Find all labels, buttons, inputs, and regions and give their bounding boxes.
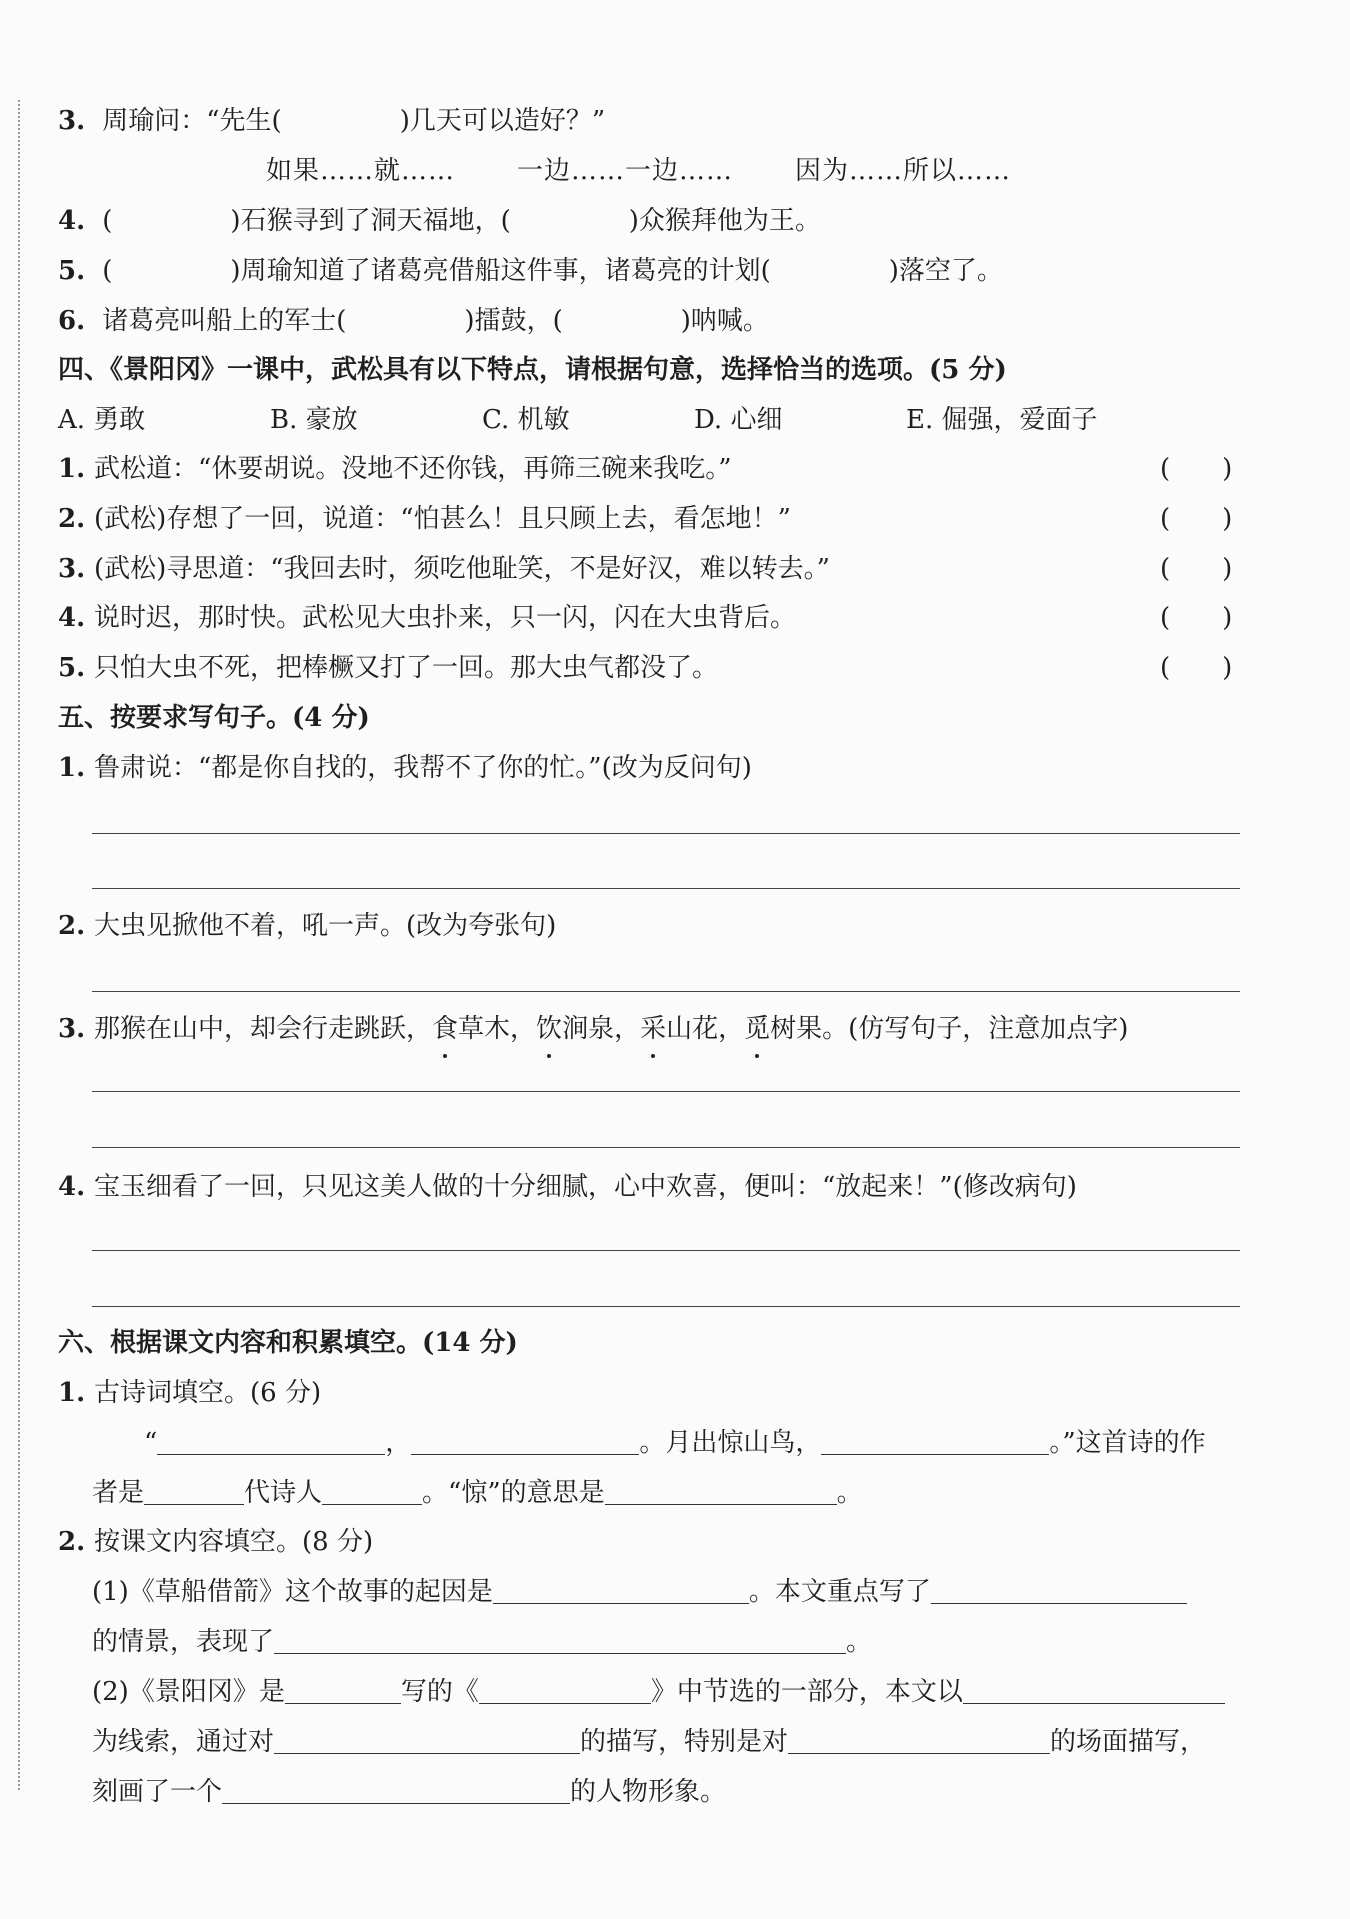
- item-text: 周瑜问：“先生(: [102, 106, 282, 136]
- item-text: 草木，: [458, 1014, 537, 1044]
- option-b: B. 豪放: [270, 405, 358, 435]
- answer-line[interactable]: [92, 1147, 1240, 1148]
- conjunction-option: 如果……就……: [266, 156, 456, 186]
- dotted-char: 采: [640, 1014, 667, 1044]
- item-text: 为线索，通过对: [92, 1727, 275, 1757]
- dotted-char: 觅: [744, 1014, 771, 1044]
- item-text: 写的《: [400, 1677, 479, 1707]
- fill-blank[interactable]: [788, 1726, 1050, 1754]
- item-number: 2.: [58, 911, 86, 941]
- section-5-title: 五、按要求写句子。(4 分): [58, 703, 370, 733]
- answer-paren[interactable]: ( ): [1160, 554, 1233, 584]
- item-text: 者是: [92, 1478, 145, 1508]
- binding-margin-line: [18, 100, 20, 1790]
- item-number: 1.: [58, 1378, 86, 1408]
- answer-paren[interactable]: ( ): [1160, 504, 1233, 534]
- section-4-item-1: [58, 452, 1238, 486]
- fill-blank[interactable]: [411, 1427, 639, 1455]
- item-text: 涧泉，: [562, 1014, 641, 1044]
- section-5-item-1: [58, 751, 1238, 785]
- section-4-title: 四、《景阳冈》一课中，武松具有以下特点，请根据句意，选择恰当的选项。(5 分): [58, 355, 1007, 385]
- item-text: 山花，: [666, 1014, 745, 1044]
- fill-line-p2c: [92, 1775, 1272, 1809]
- item-number: 3.: [58, 106, 86, 136]
- item-number: 1.: [58, 753, 86, 783]
- item-text: 古诗词填空。(6 分): [94, 1378, 322, 1408]
- item-text: 》中节选的一部分，本文以: [650, 1677, 963, 1707]
- option-a: A. 勇敢: [58, 405, 146, 435]
- section-5-item-4: [58, 1170, 1238, 1204]
- dotted-char: 食: [432, 1014, 459, 1044]
- poem-line-2: [92, 1476, 1272, 1510]
- item-text: )几天可以造好？”: [399, 106, 606, 136]
- option-d: D. 心细: [694, 405, 783, 435]
- fill-blank[interactable]: [963, 1676, 1225, 1704]
- section-4-item-2: [58, 502, 1238, 536]
- item-text: 。: [846, 1627, 873, 1657]
- item-text: 。”这首诗的作: [1049, 1428, 1206, 1458]
- item-text: 那猴在山中，却会行走跳跃，: [94, 1014, 433, 1044]
- item-number: 2.: [58, 504, 86, 534]
- item-text: 的场面描写，: [1050, 1727, 1207, 1757]
- section-4-item-4: [58, 601, 1238, 635]
- item-number: 1.: [58, 454, 86, 484]
- section-6-sub-2: [58, 1525, 1238, 1559]
- item-text: 武松道：“休要胡说。没地不还你钱，再筛三碗来我吃。”: [94, 454, 732, 484]
- item-number: 4.: [58, 1172, 86, 1202]
- fill-blank[interactable]: [285, 1676, 401, 1704]
- answer-paren[interactable]: ( ): [1160, 653, 1233, 683]
- item-text: )众猴拜他为王。: [628, 206, 821, 236]
- item-text: 说时迟，那时快。武松见大虫扑来，只一闪，闪在大虫背后。: [94, 603, 797, 633]
- item-number: 6.: [58, 306, 86, 336]
- item-number: 4.: [58, 206, 86, 236]
- conjunction-option: 因为……所以……: [795, 156, 1012, 186]
- answer-line[interactable]: [92, 991, 1240, 992]
- item-text: 。月出惊山鸟，: [639, 1428, 822, 1458]
- fill-blank[interactable]: [931, 1576, 1187, 1604]
- item-text: )呐喊。: [680, 306, 769, 336]
- answer-paren[interactable]: ( ): [1160, 603, 1233, 633]
- dotted-char: 饮: [536, 1014, 563, 1044]
- answer-line[interactable]: [92, 1091, 1240, 1092]
- item-text: 的描写，特别是对: [580, 1727, 789, 1757]
- item-text: (1)《草船借箭》这个故事的起因是: [92, 1577, 493, 1607]
- item-text: (2)《景阳冈》是: [92, 1677, 285, 1707]
- fill-blank[interactable]: [479, 1676, 651, 1704]
- answer-line[interactable]: [92, 888, 1240, 889]
- q3-item-5: [58, 254, 1238, 288]
- item-text: 。“惊”的意思是: [422, 1478, 605, 1508]
- fill-blank[interactable]: [144, 1477, 244, 1505]
- item-text: 的人物形象。: [570, 1777, 727, 1807]
- item-text: (武松)存想了一回，说道：“怕甚么！且只顾上去，看怎地！”: [94, 504, 791, 534]
- section-5-item-3: [58, 1012, 1238, 1046]
- q3-item-6: [58, 304, 1238, 338]
- item-number: 3.: [58, 1014, 86, 1044]
- item-text: (: [102, 256, 113, 286]
- item-text: 树果。(仿写句子，注意加点字): [770, 1014, 1129, 1044]
- item-text: 诸葛亮叫船上的军士(: [102, 306, 347, 336]
- item-text: 。: [836, 1478, 863, 1508]
- section-4-item-5: [58, 651, 1238, 685]
- fill-line-p1: [92, 1575, 1272, 1609]
- fill-line-p2: [92, 1675, 1272, 1709]
- item-text: 刻画了一个: [92, 1777, 223, 1807]
- quote-mark: “: [144, 1428, 158, 1458]
- item-text: 宝玉细看了一回，只见这美人做的十分细腻，心中欢喜，便叫：“放起来！”(修改病句): [94, 1172, 1077, 1202]
- q3-item-3: [58, 104, 1238, 138]
- option-e: E. 倔强，爱面子: [906, 405, 1098, 435]
- item-text: (武松)寻思道：“我回去时，须吃他耻笑，不是好汉，难以转去。”: [94, 554, 830, 584]
- fill-blank[interactable]: [222, 1776, 570, 1804]
- item-number: 2.: [58, 1527, 86, 1557]
- fill-blank[interactable]: [157, 1427, 385, 1455]
- answer-line[interactable]: [92, 1306, 1240, 1307]
- item-text: (: [102, 206, 113, 236]
- conjunction-options: [266, 154, 1350, 188]
- fill-blank[interactable]: [274, 1726, 580, 1754]
- item-text: 大虫见掀他不着，吼一声。(改为夸张句): [94, 911, 557, 941]
- q3-item-4: [58, 204, 1238, 238]
- item-text: 的情景，表现了: [92, 1627, 275, 1657]
- fill-blank[interactable]: [493, 1576, 749, 1604]
- section-6-sub-1: [58, 1376, 1238, 1410]
- option-c: C. 机敏: [482, 405, 570, 435]
- fill-blank[interactable]: [274, 1626, 846, 1654]
- fill-blank[interactable]: [322, 1477, 422, 1505]
- item-text: )周瑜知道了诸葛亮借船这件事，诸葛亮的计划(: [230, 256, 771, 286]
- poem-line-1: [144, 1426, 1324, 1460]
- item-number: 4.: [58, 603, 86, 633]
- item-number: 5.: [58, 256, 86, 286]
- fill-blank[interactable]: [605, 1477, 837, 1505]
- fill-blank[interactable]: [821, 1427, 1049, 1455]
- section-4-item-3: [58, 552, 1238, 586]
- item-text: 按课文内容填空。(8 分): [94, 1527, 374, 1557]
- fill-line-p2b: [92, 1725, 1272, 1759]
- item-text: )石猴寻到了洞天福地，(: [230, 206, 511, 236]
- section-4-options: [58, 403, 1238, 437]
- item-text: 代诗人: [244, 1478, 323, 1508]
- item-number: 3.: [58, 554, 86, 584]
- item-number: 5.: [58, 653, 86, 683]
- conjunction-option: 一边……一边……: [517, 156, 734, 186]
- answer-line[interactable]: [92, 1250, 1240, 1251]
- section-6-title: 六、根据课文内容和积累填空。(14 分): [58, 1328, 518, 1358]
- item-text: )落空了。: [888, 256, 1003, 286]
- section-5-item-2: [58, 909, 1238, 943]
- item-text: 只怕大虫不死，把棒橛又打了一回。那大虫气都没了。: [94, 653, 719, 683]
- item-text: ，: [385, 1428, 412, 1458]
- item-text: 。本文重点写了: [748, 1577, 931, 1607]
- item-text: 鲁肃说：“都是你自找的，我帮不了你的忙。”(改为反问句): [94, 753, 752, 783]
- answer-line[interactable]: [92, 833, 1240, 834]
- fill-line-p1b: [92, 1625, 1272, 1659]
- item-text: )擂鼓，(: [464, 306, 563, 336]
- answer-paren[interactable]: ( ): [1160, 454, 1233, 484]
